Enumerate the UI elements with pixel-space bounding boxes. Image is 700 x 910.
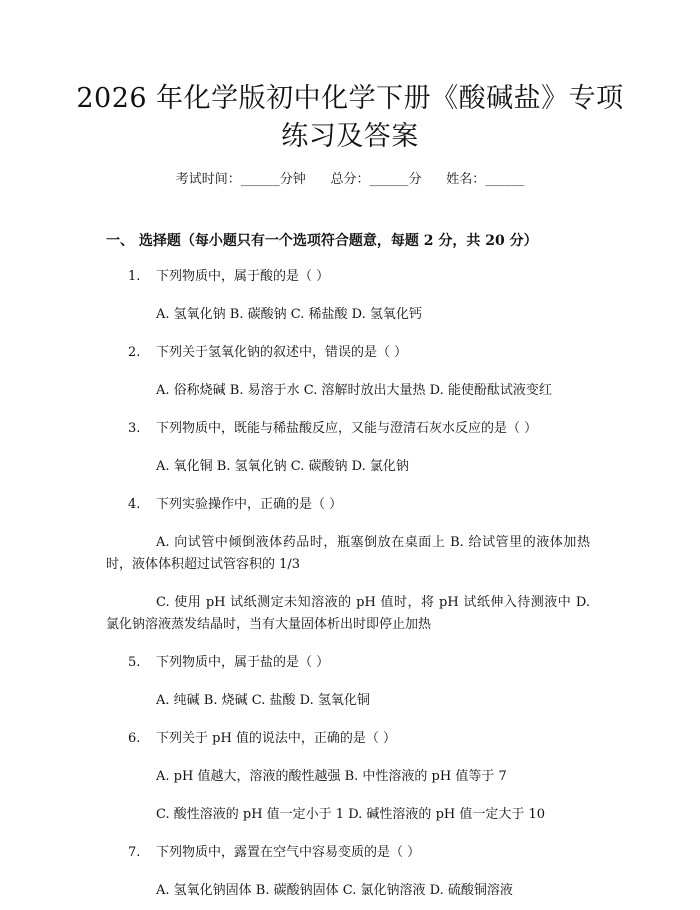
question-number: 7. bbox=[128, 845, 141, 860]
question-2 bbox=[106, 334, 590, 372]
question-6-options-ab: A. pH 值越大，溶液的酸性越强 B. 中性溶液的 pH 值等于 7 bbox=[156, 769, 507, 784]
question-number: 5. bbox=[128, 655, 141, 670]
exam-info-line: 考试时间：______分钟 总分：______分 姓名：______ bbox=[175, 172, 525, 187]
question-4-options-ab: A. 向试管中倾倒液体药品时，瓶塞倒放在桌面上 B. 给试管里的液体加热时，液体体积超过试管容积的 1/3 bbox=[106, 535, 590, 572]
question-4-options-cd: C. 使用 pH 试纸测定未知溶液的 pH 值时，将 pH 试纸伸入待测液中 D. 氯化钠溶液蒸发结晶时，当有大量固体析出时即停止加热 bbox=[106, 595, 590, 632]
question-text: 下列物质中，属于盐的是（ ） bbox=[156, 655, 330, 670]
question-1-options: A. 氢氧化钠 B. 碳酸钠 C. 稀盐酸 D. 氢氧化钙 bbox=[156, 307, 422, 322]
question-2-options: A. 俗称烧碱 B. 易溶于水 C. 溶解时放出大量热 D. 能使酚酞试液变红 bbox=[156, 383, 552, 398]
question-4 bbox=[106, 486, 590, 524]
question-6 bbox=[106, 720, 590, 758]
question-6-options-cd: C. 酸性溶液的 pH 值一定小于 1 D. 碱性溶液的 pH 值一定大于 10 bbox=[156, 807, 546, 822]
question-text: 下列实验操作中，正确的是（ ） bbox=[156, 497, 343, 512]
question-text: 下列关于 pH 值的说法中，正确的是（ ） bbox=[156, 731, 397, 746]
question-number: 2. bbox=[128, 345, 141, 360]
question-number: 4. bbox=[128, 497, 141, 512]
question-number: 3. bbox=[128, 421, 141, 436]
document-title bbox=[0, 80, 700, 156]
question-text: 下列物质中，属于酸的是（ ） bbox=[156, 269, 330, 284]
question-7-options: A. 氢氧化钠固体 B. 碳酸钠固体 C. 氯化钠溶液 D. 硫酸铜溶液 bbox=[156, 883, 513, 898]
question-number: 1. bbox=[128, 269, 141, 284]
question-5-options: A. 纯碱 B. 烧碱 C. 盐酸 D. 氢氧化铜 bbox=[156, 693, 370, 708]
section-heading: 一、 选择题（每小题只有一个选项符合题意，每题 2 分，共 20 分） bbox=[106, 233, 538, 249]
title-line-2: 练习及答案 bbox=[281, 121, 419, 152]
question-7 bbox=[106, 834, 590, 872]
question-text: 下列关于氢氧化钠的叙述中，错误的是（ ） bbox=[156, 345, 408, 360]
question-text: 下列物质中，既能与稀盐酸反应，又能与澄清石灰水反应的是（ ） bbox=[156, 421, 538, 436]
question-list bbox=[106, 258, 590, 910]
title-line-1: 2026 年化学版初中化学下册《酸碱盐》专项 bbox=[76, 83, 624, 114]
question-text: 下列物质中，露置在空气中容易变质的是（ ） bbox=[156, 845, 421, 860]
question-3 bbox=[106, 410, 590, 448]
question-3-options: A. 氧化铜 B. 氢氧化钠 C. 碳酸钠 D. 氯化钠 bbox=[156, 459, 409, 474]
question-number: 6. bbox=[128, 731, 141, 746]
question-5 bbox=[106, 644, 590, 682]
question-1 bbox=[106, 258, 590, 296]
